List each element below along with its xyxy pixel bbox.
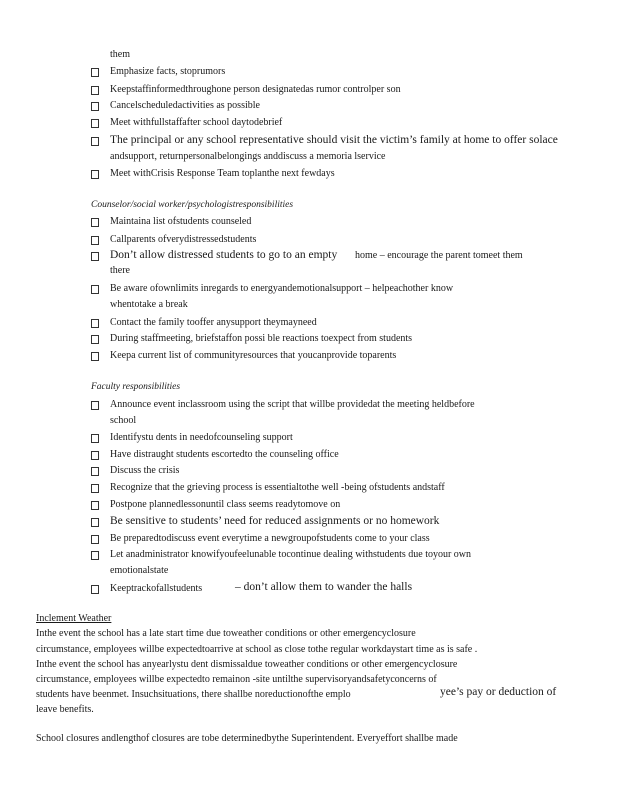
paragraph-line: circumstance, employees willbe expectedtoarrive at school as close tothe regular workdaystart time as is safe .: [36, 644, 478, 655]
checkbox-bullet-icon: [91, 252, 99, 261]
list-item: Announce event inclassroom using the script that willbe providedat the meeting heldbefore: [110, 399, 475, 410]
list-item: Contact the family tooffer anysupport theymayneed: [110, 317, 317, 328]
list-item: Postpone plannedlessonuntil class seems readytomove on: [110, 499, 341, 510]
checkbox-bullet-icon: [91, 451, 99, 460]
continued-text: them: [110, 49, 130, 60]
paragraph-line: Inthe event the school has a late start time due toweather conditions or other emergencyclosure: [36, 628, 416, 639]
checkbox-bullet-icon: [91, 551, 99, 560]
list-item: Have distraught students escortedto the counseling office: [110, 449, 339, 460]
checkbox-bullet-icon: [91, 501, 99, 510]
list-item: Cancelscheduledactivities as possible: [110, 100, 260, 111]
checkbox-bullet-icon: [91, 236, 99, 245]
list-item: Discuss the crisis: [110, 465, 180, 476]
list-item: During staffmeeting, briefstaffon possi ble reactions toexpect from students: [110, 333, 413, 344]
list-item: Recognize that the grieving process is essentialtothe well -being ofstudents andstaff: [110, 482, 445, 493]
list-item-continuation: there: [110, 265, 130, 276]
checkbox-bullet-icon: [91, 218, 99, 227]
checkbox-bullet-icon: [91, 170, 99, 179]
list-item-continuation: andsupport, returnpersonalbelongings anddiscuss a memoria lservice: [110, 151, 386, 162]
checkbox-bullet-icon: [91, 102, 99, 111]
checkbox-bullet-icon: [91, 319, 99, 328]
paragraph-line: Inthe event the school has anyearlystu dent dismissaldue toweather conditions or other emergencyclosure: [36, 659, 458, 670]
checkbox-bullet-icon: [91, 467, 99, 476]
list-item: Let anadministrator knowifyoufeelunable tocontinue dealing withstudents due toyour own: [110, 549, 472, 560]
paragraph-line: circumstance, employees willbe expectedto remainon -site untilthe supervisoryandsafetyconcerns of: [36, 674, 437, 685]
list-item: Be sensitive to students’ need for reduced assignments or no homework: [110, 515, 440, 527]
checkbox-bullet-icon: [91, 535, 99, 544]
list-item: Emphasize facts, stoprumors: [110, 66, 226, 77]
paragraph-line: students have beenmet. Insuchsituations, there shallbe noreductionofthe emplo: [36, 689, 351, 700]
list-item: Keepstaffinformedthroughone person designatedas rumor controlper son: [110, 84, 401, 95]
list-item: Be aware ofownlimits inregards to energyandemotionalsupport – helpeachother know: [110, 283, 454, 294]
list-item: Keepa current list of communityresources that youcanprovide toparents: [110, 350, 397, 361]
paragraph-line: leave benefits.: [36, 704, 94, 715]
list-item: Be preparedtodiscuss event everytime a newgroupofstudents come to your class: [110, 533, 430, 544]
section-heading-inclement-weather: Inclement Weather: [36, 613, 112, 624]
checkbox-bullet-icon: [91, 401, 99, 410]
checkbox-bullet-icon: [91, 585, 99, 594]
checkbox-bullet-icon: [91, 68, 99, 77]
checkbox-bullet-icon: [91, 137, 99, 146]
paragraph-line: School closures andlengthof closures are tobe determinedbythe Superintendent. Everyeffort shallbe made: [36, 733, 458, 744]
checkbox-bullet-icon: [91, 434, 99, 443]
checkbox-bullet-icon: [91, 484, 99, 493]
checkbox-bullet-icon: [91, 335, 99, 344]
list-item: Don’t allow distressed students to go to an empty: [110, 249, 338, 261]
list-item: Callparents ofverydistressedstudents: [110, 234, 257, 245]
list-item-segment: – don’t allow them to wander the halls: [235, 581, 413, 593]
list-item: Maintaina list ofstudents counseled: [110, 216, 252, 227]
list-item: The principal or any school representative should visit the victim’s family at home to offer solace: [110, 134, 558, 146]
list-item-continuation: emotionalstate: [110, 565, 169, 576]
list-item-continuation: whentotake a break: [110, 299, 188, 310]
list-item-continuation: school: [110, 415, 137, 426]
checkbox-bullet-icon: [91, 86, 99, 95]
checkbox-bullet-icon: [91, 119, 99, 128]
list-item: Meet withCrisis Response Team toplanthe next fewdays: [110, 168, 335, 179]
checkbox-bullet-icon: [91, 285, 99, 294]
list-item: Keeptrackofallstudents: [110, 583, 203, 594]
list-item: Meet withfullstaffafter school daytodebrief: [110, 117, 283, 128]
section-heading-faculty: Faculty responsibilities: [91, 382, 181, 392]
checkbox-bullet-icon: [91, 352, 99, 361]
section-heading-counselor: Counselor/social worker/psychologistresponsibilities: [91, 200, 294, 210]
list-item-segment: home – encourage the parent tomeet them: [355, 250, 523, 261]
checkbox-bullet-icon: [91, 518, 99, 527]
paragraph-segment: yee’s pay or deduction of: [440, 686, 557, 698]
list-item: Identifystu dents in needofcounseling support: [110, 432, 293, 443]
